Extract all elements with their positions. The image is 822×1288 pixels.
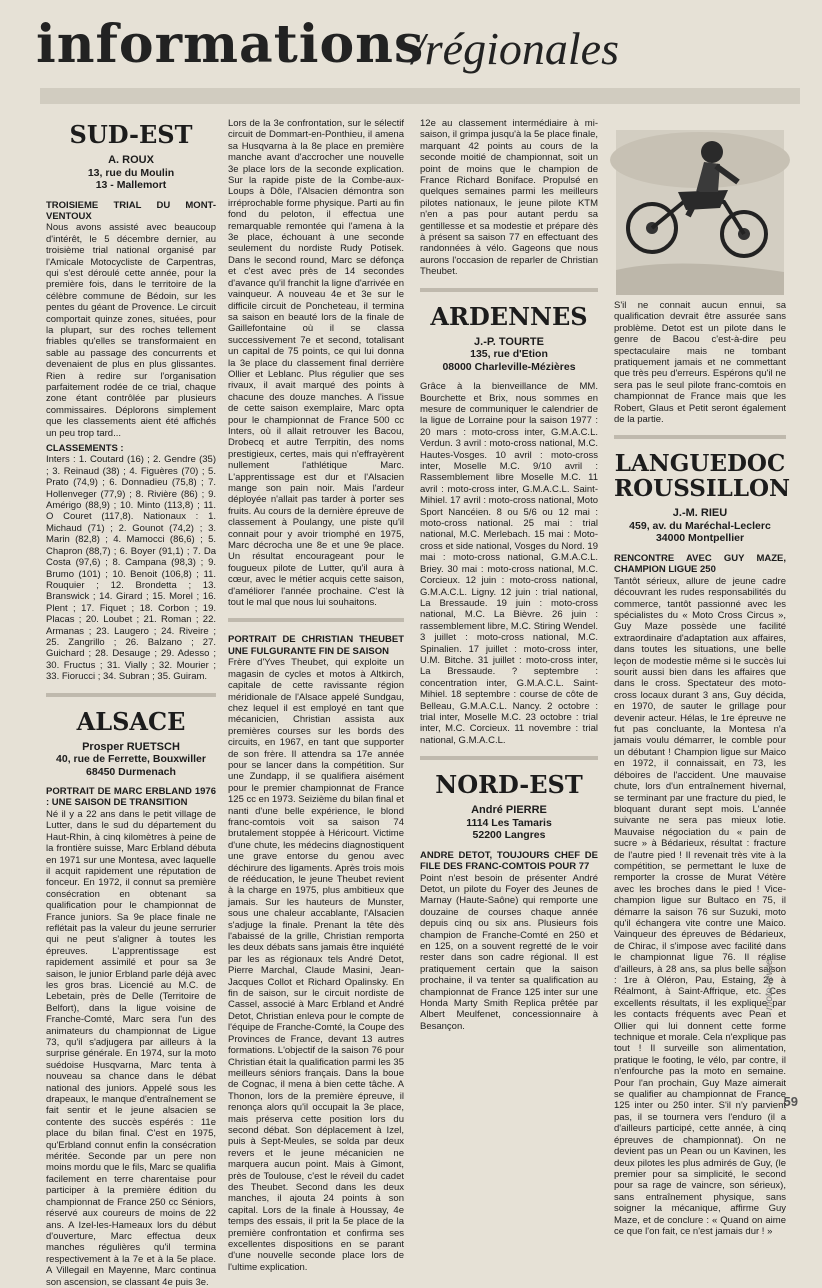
address-line: 13 - Mallemort xyxy=(95,179,167,191)
correspondent-name: J.-M. RIEU xyxy=(672,507,728,520)
correspondent-name: J.-P. TOURTE xyxy=(474,335,544,348)
section-divider xyxy=(228,618,404,622)
motocross-photo xyxy=(616,130,784,295)
correspondent-address-sud-est xyxy=(46,154,216,192)
article-body: Lors de la 3e confrontation, sur le sélectif circuit de Dommart-en-Ponthieu, il amena sa Husqvarna à la 8e place en première manche avant d'accrocher une nouvelle 3e place lors de la seconde explication. Sur la rapide piste de la Combe-aux-Loups à Dôle, l'Alsacien démontra son irréprochable forme physique. Parti au fin fond du peloton, il effectua une remarquable remontée qui l'amena à la 3e place, échouant à une seconde seulement du nordiste Rudy Potisek. Dans le second round, Marc se défonça et c'est avec près de 14 secondes d'avance qu'il franchit la ligne d'arrivée en vainqueur. A nouveau 4e et 3e sur le difficile circuit de Poncheteau, il termina sa saison en beauté lors de la finale de Gaillefontaine où il se classa successivement 7e et second, totalisant un capital de 75 points, ce qui lui donna la 3e place du classement final derrière Ollier et Leblanc. Plus régulier que ses rivaux, il avait marqué des points à chacune des douze manches. A l'issue de cette saison exemplaire, Marc opta pour le championnat de France 500 cc Inters, où il allait retrouver les Bacou, Drobecq et autre Terrpitin, des noms prestigieux, certes, mais qui n'effrayèrent nullement l'athlétique Marc. L'apprentissage est dur et l'Alsacien mange son pain noir. Mais l'ardeur déployée n'allait pas tarder à porter ses fruits. Au cours de la dernière épreuve de classement à Poulangy, une piste qu'il connait pour y avoir triomphé en 1975, Marc décrocha une 8e et une 9e place. Un résultat encourageant pour le fougueux pilote de Lutter, qu'il aura à cœur, avec le métier acquis cette saison, d'améliorer l'année prochaine. C'est là tout le mal que nous lui souhaitons. xyxy=(228,118,404,609)
address-line: 13, rue du Moulin xyxy=(87,166,175,179)
article-body: Point n'est besoin de présenter André Detot, un pilote du Foyer des Jeunes de Marnay (Haute-Saône) qui remporte une douzaine de courses chaque année depuis cinq ou six ans. Plusieurs fois champion de Franche-Comté en 250 et en 125, on a souvent regretté de le voir rester dans son cadre régional. Il est pratiquement certain que la saison prochaine, il va tenter sa qualification au championnat de France 125 inter sur une Honda Marty Smith Replica prêtée par Albert Meulfenet, concessionnaire à Besançon. xyxy=(420,872,598,1032)
article-heading: TROISIEME TRIAL DU MONT-VENTOUX xyxy=(46,199,216,222)
correspondent-name: A. ROUX xyxy=(108,154,154,166)
column-1 xyxy=(46,118,216,1288)
correspondent-name: André PIERRE xyxy=(471,804,547,817)
correspondent-address-nord-est xyxy=(420,804,598,842)
correspondent-address-alsace xyxy=(46,741,216,779)
column-2 xyxy=(228,118,404,1273)
address-line: 68450 Durmenach xyxy=(86,765,176,778)
masthead-title: informations xyxy=(36,14,425,75)
region-title-sud-est: SUD-EST xyxy=(69,120,193,149)
address-line: 40, rue de Ferrette, Bouxwiller xyxy=(56,753,206,766)
section-divider xyxy=(420,756,598,760)
region-title-alsace: ALSACE xyxy=(76,706,186,736)
section-divider xyxy=(46,693,216,697)
address-line: 1114 Les Tamaris xyxy=(466,816,552,829)
section-divider xyxy=(420,288,598,292)
page-number: 59 xyxy=(783,1094,798,1109)
rider-illustration xyxy=(616,130,784,295)
column-4 xyxy=(614,300,791,1237)
calendar-body: Grâce à la bienveillance de MM. Bourchette et Brix, nous sommes en mesure de communiquer le calendrier de la ligue de Lorraine pour la saison 1977 : 20 mars : moto-cross inter, G.M.A.C.L. Verdun. 3 avril : moto-cross national, M.C. Hautes-Vosges. 10 avril : moto-cross inter, Moselle M.C. 9/10 avril : Rassemblement libre Moselle M.C. 11 avril : moto-cross inter, G.M.A.C.L. Saint-Mihiel. 17 avril : moto-cross national, Moto Sport Nancéien. 8 ou 5/6 ou 12 mai : moto-cross national. 25 mai : trial national, M.C. Merlebach. 15 mai : Moto-cross et side national, Vosges du Nord. 19 mai : moto-cross national, G.M.A.C.L. Briey. 30 mai : moto-cross national, M.C. Corcieux. 12 juin : moto-cross national, G.M.A.C.L. Ligny. 12 juin : trial national, La Bressaude. 19 juin : moto-cross national, M.C. La Bièvre. 26 juin : rassemblement libre, M.C. Stiring Wendel. 3 juillet : moto-cross national, M.C. Spinalien. 17 juillet : moto-cross inter, U.M. Bitche. 31 juillet : moto-cross inter, La Bressaude. ? septembre : concentration inter, G.M.A.C.L. Saint-Mihiel. 18 septembre : course de côte de Belleau, G.M.A.C.L. Nancy. 2 octobre : trial inter, Moselle M.C. 23 octobre : trial inter, M.C. Corcieux. 11 novembre : trial national, G.M.A.C.L. xyxy=(420,381,598,746)
article-body: S'il ne connait aucun ennui, sa qualification devrait être assurée sans problème. Detot est un pilote dans le genre de Bacou c'est-à-dire peu spectaculaire mais ne tombant pratiquement jamais et ne commettant que très peu d'erreurs. Espérons qu'il ne sera pas le seul pilote franc-comtois en championnat de France mais que les Robert, Glaus et Petit seront également de la partie. xyxy=(614,300,786,426)
section-divider xyxy=(614,435,786,439)
article-heading: ANDRE DETOT, TOUJOURS CHEF DE FILE DES FRANC-COMTOIS POUR 77 xyxy=(420,849,598,873)
region-title-languedoc-roussillon: LANGUEDOC ROUSSILLON xyxy=(614,450,791,503)
masthead-bar xyxy=(40,88,800,104)
address-line: 52200 Langres xyxy=(472,829,546,842)
correspondent-address-ardennes xyxy=(420,336,598,374)
article-heading: PORTRAIT DE CHRISTIAN THEUBET UNE FULGURANTE FIN DE SAISON xyxy=(228,634,404,657)
article-body: Nous avons assisté avec beaucoup d'intérêt, le 5 décembre dernier, au troisième trial national organisé par l'Amicale Motocycliste de Carpentras, qui s'est déroulé cette année, pour la première fois, dans le territoire de la célèbre commune de Bédoin, sur les pentes du géant de Provence. Le circuit comportait quinze zones, situées, pour la plupart, sur des roches tellement friables qu'elles se transformaient en sable au passage des concurrents et devenaient de plus en plus glissantes. Rien à redire sur l'organisation parfaitement rodée de ce trial, chaque zone étant contrôlée par plusieurs commissaires. Déplorons simplement que les classements aient été affichés un peu trop tard... xyxy=(46,222,216,439)
article-body: Né il y a 22 ans dans le petit village de Lutter, dans le sud du département du Haut-Rhin, à cinq kilomètres à peine de la frontière suisse, Marc Erbland débuta en 1971 sur une Montesa, avec laquelle il acquit rapidement une réputation de fonceur. En 1972, il connut sa première consécration en obtenant sa qualification pour le championnat de France juniors. Sa 9e place finale ne reflétait pas la valeur du jeune serrurier qui ne peut s'aligner à toutes les épreuves. L'apprentissage est rapidement assimilé et pour sa 3e saison, le junior Erbland parle déjà avec les gros bras. Licencié au M.C. de Lebetain, près de Delle (Territoire de Belfort), dans la ligue voisine de Franche-Comté, Marc sera l'un des animateurs du championnat de Ligue 73, qu'il s'adjugera par ailleurs à la surprise générale. En 1974, sur la moto suédoise Husqvarna, Marc tenta à nouveau sa chance dans le débat national des juniors. Appelé sous les drapeaux, le manque d'entraînement se fait sentir et le jeune alsacien se contente des succès espérés : 11e place du bilan final. C'est en 1975, qu'Erbland connut enfin la consécration méritée. Seconde par un pere non moins mordu que le fils, Marc se qualifia facilement en terre charentaise pour participer à la première édition du championnat de France 250 cc Séniors, réservé aux coureurs de moins de 22 ans. A Izel-les-Hameaux lors du début d'ouverture, Marc effectua deux manches régulières qu'il termina respectivement à la 7e et à la 5e place. A Villegail en Mayenne, Marc continua son ascension, se classant 4e puis 3e. xyxy=(46,808,216,1288)
article-body: Tantôt sérieux, allure de jeune cadre découvrant les rudes responsabilités du commerce, tantôt passionné avec les spécialistes du « Moto Cross Circus », Guy Maze possède une facilité extraordinaire d'adaptation aux affaires, dans toutes les situations, une belle leçon de modestie même si le succès lui sourit aussi bien dans les affaires que dans le cross. Spectateur des moto-cross locaux durant 3 ans, Guy décida, en 1970, de sauter le grillage pour devenir acteur. Hélas, le 1re épreuve ne fut pas concluante, la Montesa n'a jamais voulu démarrer, le comble pour un débutant ! Champion ligue sur Maico en 1972, il connaissait, en 73, les déboires de l'accident. Une mauvaise chute, lors d'un entraînement hivernal, se terminant par une fracture du pied, le bloquant durant sept mois. L'année suivante ne sera pas mieux lotie. Mauvaise négociation du « pain de sucre » à Bédarieux, résultat : fracture de l'autre pied ! Il revenait très vite à la compétition, se permettant le luxe de remporter la crosse de Murat Vétère avec les broches dans le pied ! Vice-champion ligue sur Bultaco en 75, il démarre la saison 76 sur Suzuki, moto qu'il échangera vite contre une Maico. Vainqueur des épreuves de Bédarieux, de Chirac, il s'impose avec facilité dans le championnat ligue 76. Il réalise d'ailleurs, à 28 ans, sa plus belle saison : 1re à Oléron, Pau, Estaing, 2e à Réalmont, à Saint-Affrique, etc. Ces excellents résultats, il les explique par les contacts fréquents avec Pean et Ollier qui lui donnent cette forme technique et morale. Cela n'explique pas tout ! Il surveille son alimentation, pratique le footing, le vélo, par contre, il n'enfourche pas la moto en semaine. Pour l'an prochain, Guy Maze aimerait se qualifier au championnat de France 125 inter ou 250 inter. S'il n'y parvient pas, il se tournera vers l'enduro (il a d'ailleurs participé, cette année, à cinq épreuves de championnat). On ne devient pas un Pean ou un Kavinen, les deux pilotes les plus admirés de Guy, (le premier pour sa simplicité, le second pour sa rage de vaincre, son sérieux), sans entraînement physique, sans soigner la mécanique, affirme Guy Maze, et de conclure : « Quand on aime ce que l'on fait, ce n'est jamais dur ! » xyxy=(614,575,786,1237)
address-line: 34000 Montpellier xyxy=(655,532,745,545)
correspondent-address-languedoc xyxy=(614,507,786,545)
masthead xyxy=(0,0,822,100)
article-body: Frère d'Yves Theubet, qui exploite un magasin de cycles et motos à Altkirch, capitale de cette ravissante région méridionale de l'Alsace appelé Sundgau, chez lequel il est employé en tant que mécanicien, Christian assista aux premières courses sur les bords des circuits, en 1967, en tant que supporter de son frère. Il attendra sa 17e année pour se lancer dans la compétition. Sur une Zundapp, il se qualifiera aisément pour le premier championnat de France 125 cc en 1973. Seizième du bilan final et nanti d'une belle expérience, le blond franc-comtois voit sa saison 74 brutalement stoppée à Héricourt. Victime d'une chute, les médecins diagnostiquent une grave entorse du genou avec déchirure des ligaments. Après trois mois de rééducation, le jeune Theubet revient à la charge en 1975, plus ambitieux que jamais. Sur les hauteurs de Munster, sous une chaleur accablante, l'Alsacien s'adjuge la finale. Prenant la tête dès l'abaissé de la grille, Christian remporta les deux débats sans jamais être inquiété par les as régionaux tels André Detot, Pierre Marchal, Claude Masini, Jean-Jacques Collot et Richard Opalinsky. En fin de saison, sur le circuit nordiste de Cassel, associé à Marc Erbland et André Detot, Christian enleva pour le compte de l'équipe de Franche-Comté, la Coupe des Provinces de France, devant 13 autres formations. L'objectif de la saison 76 pour Christian était la qualification parmi les 35 meilleurs séniors français. Dans la boue de Cognac, il mena à bien cette tâche. A Thonon, lors de la première épreuve, il renonça alors qu'il occupait la 3e place, mais préserva cette position lors du second débat. Son déplacement à Izel, puis à Sept-Meules, se solda par deux revers et le jeune mécanicien ne marquera aucun point. Mais à Gimont, près de Toulouse, c'est le réveil du cadet des Theubet. Second dans les deux manches, il ajouta 24 points à son capital. Lors de la finale à Houssay, 4e temps des essais, il prit la 5e place de la première confrontation et confirma ses excellentes dispositions en se parant d'une nouvelle seconde place lors de l'ultime explication. xyxy=(228,657,404,1273)
address-line: 459, av. du Maréchal-Leclerc xyxy=(629,519,771,532)
address-line: 08000 Charleville-Mézières xyxy=(442,360,576,373)
correspondent-name: Prosper RUETSCH xyxy=(82,740,180,753)
region-title-ardennes: ARDENNES xyxy=(430,301,588,331)
magazine-name: moto-revue xyxy=(764,959,775,1010)
article-heading: RENCONTRE AVEC GUY MAZE, CHAMPION LIGUE 250 xyxy=(614,552,786,576)
masthead-subtitle: /régionales xyxy=(412,23,619,74)
region-title-nord-est: NORD-EST xyxy=(435,770,583,800)
classements-list: Inters : 1. Coutard (16) ; 2. Gendre (35) ; 3. Reinaud (38) ; 4. Figuères (70) ; 5. Prato (74,9) ; 6. Donnadieu (75,8) ; 7. Hollenveger (77,9) ; 8. Rivière (86) ; 9. Amérigo (88,9) ; 10. Minto (113,8) ; 11. O Couret (117,8). Nationaux : 1. Michaud (71) ; 2. Gounot (74,2) ; 3. Marin (82,8) ; 4. Mamocci (86,6) ; 5. Chapron (88,7) ; 6. Boyer (91,1) ; 7. Da Costa (97,6) ; 8. Campana (98,3) ; 9. Brumo (101) ; 10. Benoit (106,8) ; 11. Rouquier ; 12. Brondetta ; 13. Branswick ; 14. Girard ; 15. Morel ; 16. Plent ; 17. Fiquet ; 18. Corbon ; 19. Placas ; 20. Loubet ; 21. Roman ; 22. Armanas ; 23. Laugero ; 24. Riveire ; 25. Zangrillo ; 26. Balzano ; 27. Guichard ; 28. Desauge ; 29. Adesso ; 30. Fructus ; 31. Vially ; 32. Mourier ; 33. Fiorucci ; 34. Subran ; 35. Guiram. xyxy=(46,454,216,683)
column-3 xyxy=(420,118,598,1128)
address-line: 135, rue d'Etion xyxy=(470,348,548,361)
article-body: 12e au classement intermédiaire à mi-saison, il grimpa jusqu'à la 5e place finale, marquant 42 points au cours de la seconde moitié de championnat, soit un point de moins que le champion de France Richard Boniface. Propulsé en quelques semaines parmi les meilleurs pilotes nationaux, le jeune pilote KTM n'en a pas pour autant perdu sa gentillesse et sa modestie et prépare dès à présent sa saison 77 en effectuant des randonnées à vélo. Gageons que nous aurons l'occasion de reparler de Christian Theubet. xyxy=(420,118,598,278)
article-heading: PORTRAIT DE MARC ERBLAND 1976 : UNE SAISON DE TRANSITION xyxy=(46,786,216,809)
classements-heading: CLASSEMENTS : xyxy=(46,443,124,455)
